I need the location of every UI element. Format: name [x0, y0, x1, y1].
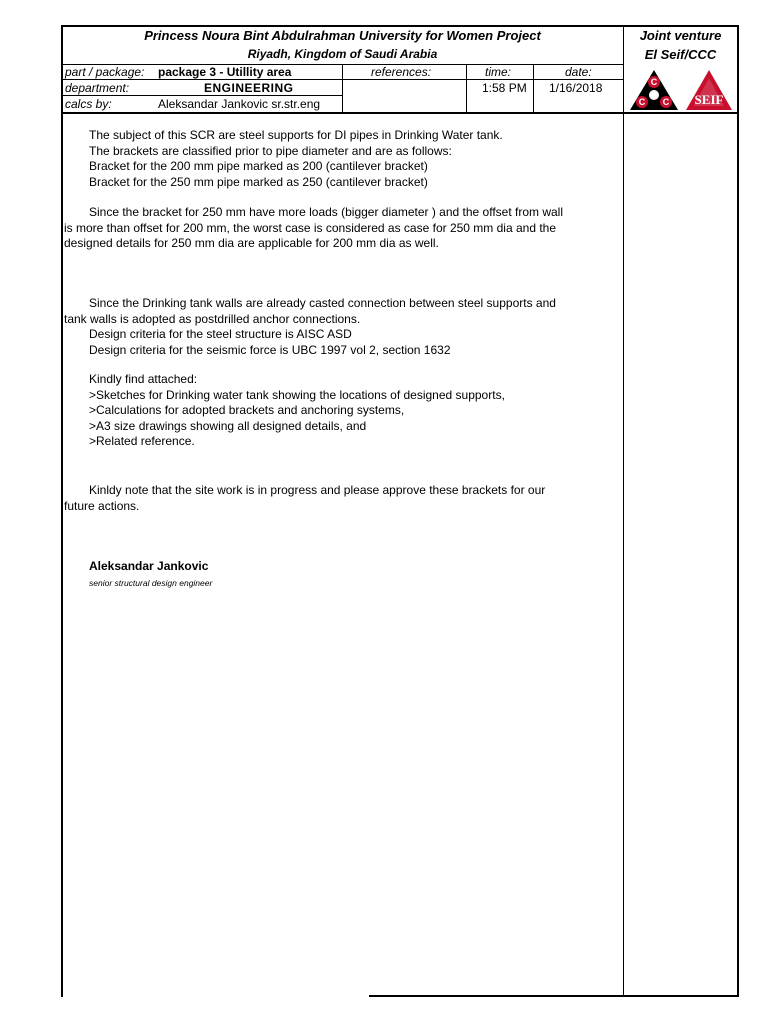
- paragraph-approval-request: [64, 483, 604, 514]
- calcs-by-value: Aleksandar Jankovic sr.str.eng: [158, 97, 321, 111]
- svg-text:C: C: [650, 77, 658, 87]
- calcs-by-label: calcs by:: [65, 97, 112, 111]
- attachment-item: >Calculations for adopted brackets and anchoring systems,: [89, 403, 405, 417]
- paragraph-line: Bracket for the 200 mm pipe marked as 200 (cantilever bracket): [89, 159, 428, 173]
- time-value: 1:58 PM: [482, 81, 527, 95]
- paragraph-line: tank walls is adopted as postdrilled anchor connections.: [64, 311, 361, 326]
- paragraph-worst-case: [64, 205, 604, 252]
- paragraph-line: Since the Drinking tank walls are already casted connection between steel supports and: [89, 296, 556, 310]
- paragraph-attachments: [64, 372, 604, 450]
- project-title: Princess Noura Bint Abdulrahman University for Women Project: [144, 28, 541, 43]
- page-bottom-border: [369, 995, 739, 997]
- col-divider-date: [533, 64, 534, 112]
- col-divider-time: [466, 64, 467, 112]
- paragraph-line: The brackets are classified prior to pipe diameter and are as follows:: [89, 143, 452, 158]
- joint-venture-label: Joint venture: [639, 28, 722, 43]
- project-location: Riyadh, Kingdom of Saudi Arabia: [247, 47, 438, 61]
- attachment-item: >Sketches for Drinking water tank showing the locations of designed supports,: [89, 387, 505, 402]
- paragraph-line: Since the bracket for 250 mm have more loads (bigger diameter ) and the offset from wall: [89, 205, 564, 219]
- paragraph-line: is more than offset for 200 mm, the worst case is considered as case for 250 mm dia and the: [64, 220, 557, 235]
- paragraph-line: Design criteria for the steel structure is AISC ASD: [89, 327, 352, 341]
- part-package-value: package 3 - Utillity area: [158, 65, 292, 79]
- row2-bottom-line: [61, 95, 342, 96]
- part-package-label: part / package:: [65, 65, 145, 79]
- signature-name: Aleksandar Jankovic: [89, 559, 209, 573]
- logo-column-divider: [623, 25, 624, 997]
- ccc-logo: [628, 68, 680, 112]
- paragraph-line: Kindly find attached:: [89, 372, 198, 386]
- attachment-item: >Related reference.: [89, 434, 195, 448]
- joint-venture-partners: El Seif/CCC: [644, 47, 717, 62]
- col-divider-references: [342, 64, 343, 112]
- el-seif-logo: [684, 68, 734, 112]
- paragraph-line: The subject of this SCR are steel supports for DI pipes in Drinking Water tank.: [89, 128, 503, 142]
- references-label: references:: [371, 65, 432, 79]
- signature-title: senior structural design engineer: [89, 578, 213, 588]
- paragraph-design-criteria: [64, 296, 604, 358]
- date-label: date:: [565, 65, 592, 79]
- frame-right-border: [737, 25, 739, 997]
- frame-left-border: [61, 25, 63, 997]
- time-label: time:: [485, 65, 512, 79]
- header-bottom-border: [61, 112, 738, 114]
- paragraph-line: Bracket for the 250 mm pipe marked as 250 (cantilever bracket): [89, 174, 428, 189]
- paragraph-line: Design criteria for the seismic force is UBC 1997 vol 2, section 1632: [89, 342, 451, 357]
- attachment-item: >A3 size drawings showing all designed details, and: [89, 418, 367, 433]
- department-value: ENGINEERING: [204, 81, 294, 95]
- svg-text:C: C: [662, 97, 670, 107]
- paragraph-line: designed details for 250 mm dia are applicable for 200 mm dia as well.: [64, 236, 439, 250]
- svg-text:SEIF: SEIF: [694, 92, 724, 107]
- frame-top-border: [61, 25, 738, 27]
- svg-text:C: C: [638, 97, 646, 107]
- date-value: 1/16/2018: [549, 81, 603, 95]
- paragraph-line: future actions.: [64, 498, 140, 513]
- paragraph-subject: [64, 128, 604, 190]
- paragraph-line: Kinldy note that the site work is in progress and please approve these brackets for our: [89, 483, 546, 497]
- department-label: department:: [65, 81, 130, 95]
